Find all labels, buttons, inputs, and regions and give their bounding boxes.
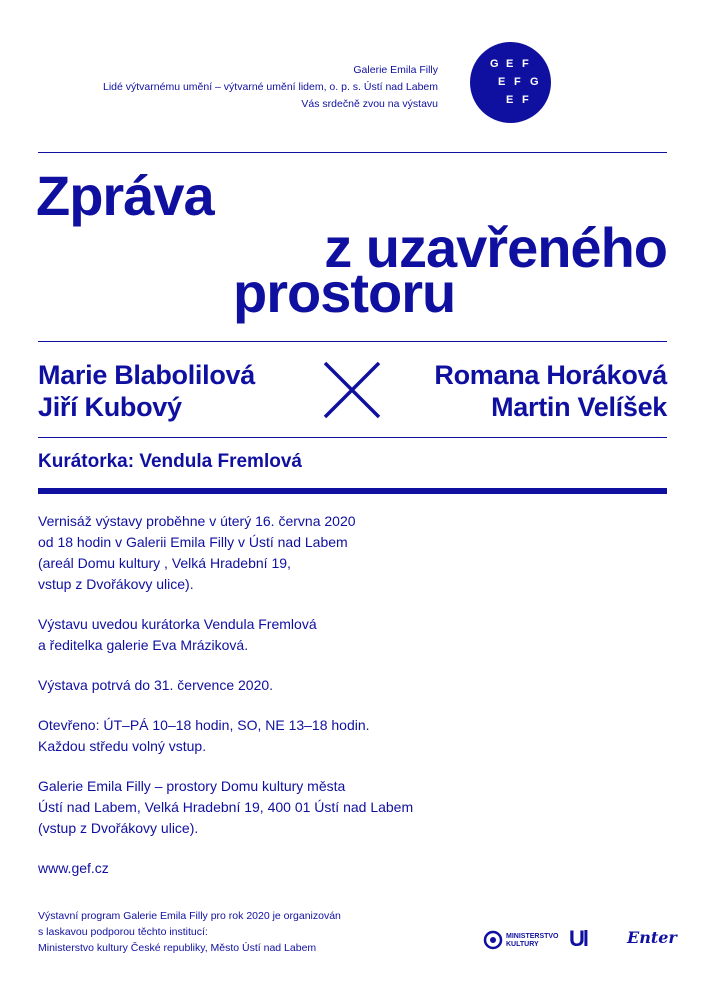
address-paragraph: Galerie Emila Filly – prostory Domu kultury města Ústí nad Labem, Velká Hradební 19, 400 01 Ústí nad Labem (vstup z Dvořákovy ulice).: [38, 778, 414, 836]
artist-name: Martin Velíšek: [491, 392, 667, 422]
logo-letter: E: [498, 76, 506, 88]
header-text: [18, 62, 438, 113]
title-line-2: z uzavřeného: [324, 216, 667, 279]
duration-paragraph: Výstava potrvá do 31. července 2020.: [38, 677, 274, 693]
logo-letter: F: [522, 58, 529, 70]
ministry-of-culture-logo: [483, 928, 563, 954]
introduction-paragraph: Výstavu uvedou kurátorka Vendula Fremlová a ředitelka galerie Eva Mráziková.: [38, 616, 317, 653]
artists-right: [434, 359, 667, 423]
divider: [38, 341, 667, 342]
usti-city-logo: Ul: [569, 926, 587, 951]
website-link[interactable]: www.gef.cz: [38, 860, 109, 876]
thick-divider: [38, 488, 667, 494]
header-line: Lidé výtvarnému umění – výtvarné umění lidem, o. p. s. Ústí nad Labem: [103, 81, 438, 93]
logo-letter: F: [514, 76, 521, 88]
body-text: [38, 511, 488, 898]
curator: Kurátorka: Vendula Fremlová: [38, 451, 302, 472]
logo-letter: E: [506, 94, 514, 106]
title-line-1: Zpráva: [36, 164, 214, 227]
artist-name: Jiří Kubový: [38, 392, 182, 422]
artist-name: Romana Horáková: [434, 360, 667, 390]
opening-hours-paragraph: Otevřeno: ÚT–PÁ 10–18 hodin, SO, NE 13–18 hodin. Každou středu volný vstup.: [38, 717, 370, 754]
artists-left: [38, 359, 255, 423]
logo-letter: G: [490, 58, 499, 70]
divider: [38, 437, 667, 438]
header-line: Vás srdečně zvou na výstavu: [301, 98, 438, 110]
footer-text: Výstavní program Galerie Emila Filly pro rok 2020 je organizován s laskavou podporou těchto institucí: Ministerstvo kultury České republiky, Město Ústí nad Labem: [38, 910, 341, 954]
enter-logo: Enter: [627, 928, 677, 947]
cross-icon: [321, 359, 383, 421]
header-line: Galerie Emila Filly: [353, 64, 438, 76]
artist-name: Marie Blabolilová: [38, 360, 255, 390]
ministry-emblem-icon: [483, 930, 503, 950]
divider: [38, 152, 667, 153]
opening-paragraph: Vernisáž výstavy proběhne v úterý 16. června 2020 od 18 hodin v Galerii Emila Filly v Ústí nad Labem (areál Domu kultury , Velká Hradební 19, vstup z Dvořákovy ulice).: [38, 513, 356, 592]
logo-letter: E: [506, 58, 514, 70]
gef-logo: [470, 42, 551, 123]
logo-letter: F: [522, 94, 529, 106]
title-line-3: prostoru: [233, 261, 456, 324]
ministry-text: MINISTERSTVO KULTURY: [506, 933, 559, 948]
logo-letter: G: [530, 76, 539, 88]
